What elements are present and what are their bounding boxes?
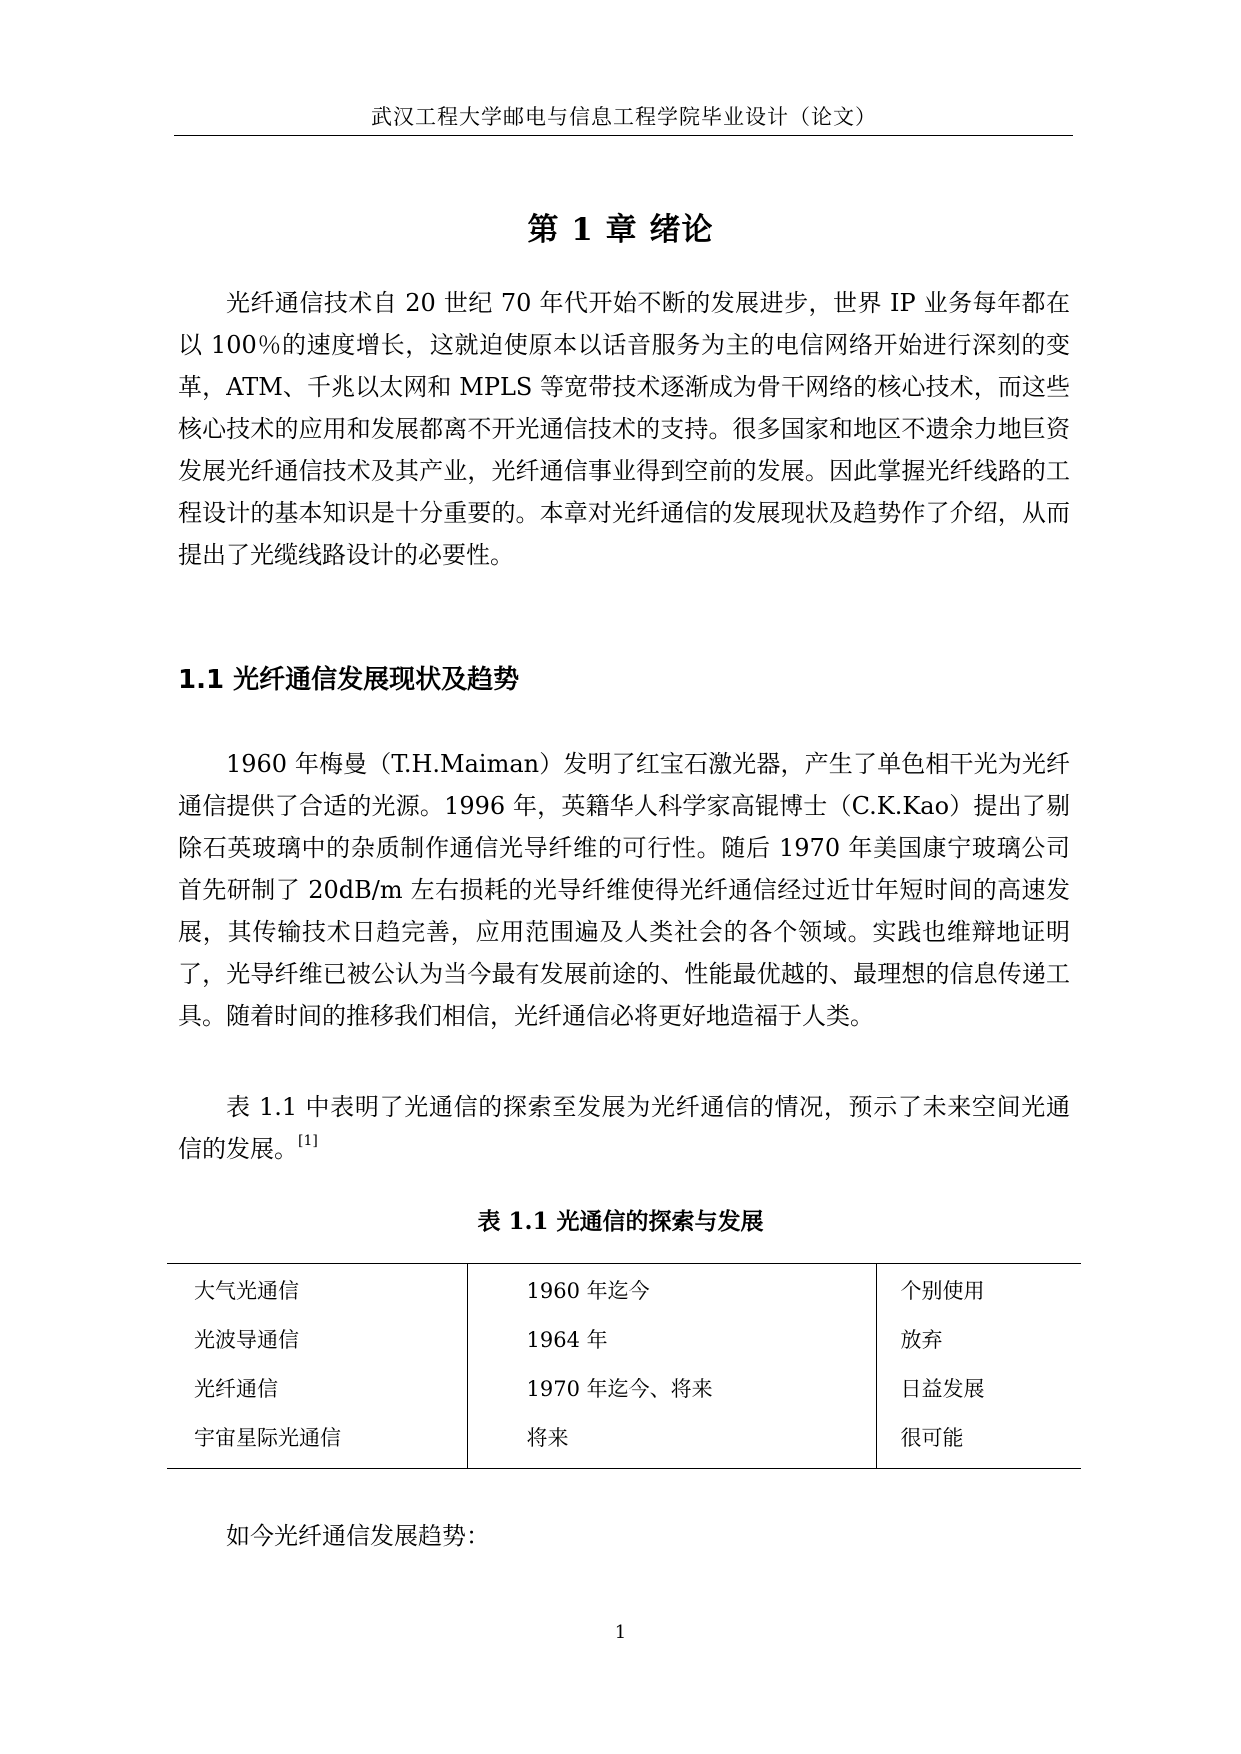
table-cell-type: 大气光通信 bbox=[167, 1264, 467, 1317]
table-row bbox=[167, 1264, 1081, 1317]
chapter-title: 第 1 章 绪论 bbox=[527, 212, 714, 248]
table-row bbox=[167, 1316, 1081, 1365]
table-caption: 表 1.1 光通信的探索与发展 bbox=[477, 1208, 764, 1235]
table-cell-status: 放弃 bbox=[900, 1328, 943, 1352]
intro-paragraph: 光纤通信技术自 20 世纪 70 年代开始不断的发展进步，世界 IP 业务每年都在以 100％的速度增长，这就迫使原本以话音服务为主的电信网络开始进行深刻的变革，ATM、千兆以太网和 MPLS 等宽带技术逐渐成为骨干网络的核心技术，而这些核心技术的应用和发展都离不开光通信技术的支持。很多国家和地区不遗余力地巨资发展光纤通信技术及其产业，光纤通信事业得到空前的发展。因此掌握光纤线路的工程设计的基本知识是十分重要的。本章对光纤通信的发展现状及趋势作了介绍，从而提出了光缆线路设计的必要性。 bbox=[178, 289, 1070, 569]
table-cell-type: 光纤通信 bbox=[167, 1365, 467, 1414]
table-cell-type: 光波导通信 bbox=[167, 1316, 467, 1365]
table-cell-status: 个别使用 bbox=[900, 1279, 985, 1303]
header-divider bbox=[174, 135, 1073, 136]
closing-paragraph: 如今光纤通信发展趋势： bbox=[226, 1522, 490, 1550]
section-paragraph-2-text: 表 1.1 中表明了光通信的探索至发展为光纤通信的情况，预示了未来空间光通信的发展。 bbox=[178, 1093, 1070, 1163]
table-cell-status: 日益发展 bbox=[900, 1377, 985, 1401]
table-row bbox=[167, 1365, 1081, 1414]
section-paragraph-2 bbox=[178, 1086, 1070, 1170]
history-table bbox=[167, 1263, 1081, 1469]
section-paragraph-1: 1960 年梅曼（T.H.Maiman）发明了红宝石激光器，产生了单色相干光为光纤通信提供了合适的光源。1996 年，英籍华人科学家高锟博士（C.K.Kao）提出了剔除石英玻璃中的杂质制作通信光导纤维的可行性。随后 1970 年美国康宁玻璃公司首先研制了 20dB/m 左右损耗的光导纤维使得光纤通信经过近廿年短时间的高速发展，其传输技术日趋完善，应用范围遍及人类社会的各个领域。实践也维辩地证明了，光导纤维已被公认为当今最有发展前途的、性能最优越的、最理想的信息传递工具。随着时间的推移我们相信，光纤通信必将更好地造福于人类。 bbox=[178, 750, 1070, 1030]
table-cell-period: 将来 bbox=[467, 1414, 876, 1469]
section-heading: 1.1 光纤通信发展现状及趋势 bbox=[178, 665, 520, 695]
page-number: 1 bbox=[614, 1622, 627, 1643]
citation-reference: [1] bbox=[298, 1133, 318, 1149]
table-cell-period: 1960 年迄今 bbox=[467, 1264, 876, 1317]
table-cell-status: 很可能 bbox=[900, 1426, 964, 1450]
table-cell-period: 1964 年 bbox=[467, 1316, 876, 1365]
table-row bbox=[167, 1414, 1081, 1469]
page-header-title: 武汉工程大学邮电与信息工程学院毕业设计（论文） bbox=[371, 105, 877, 129]
table-cell-type: 宇宙星际光通信 bbox=[167, 1414, 467, 1469]
table-cell-period: 1970 年迄今、将来 bbox=[467, 1365, 876, 1414]
